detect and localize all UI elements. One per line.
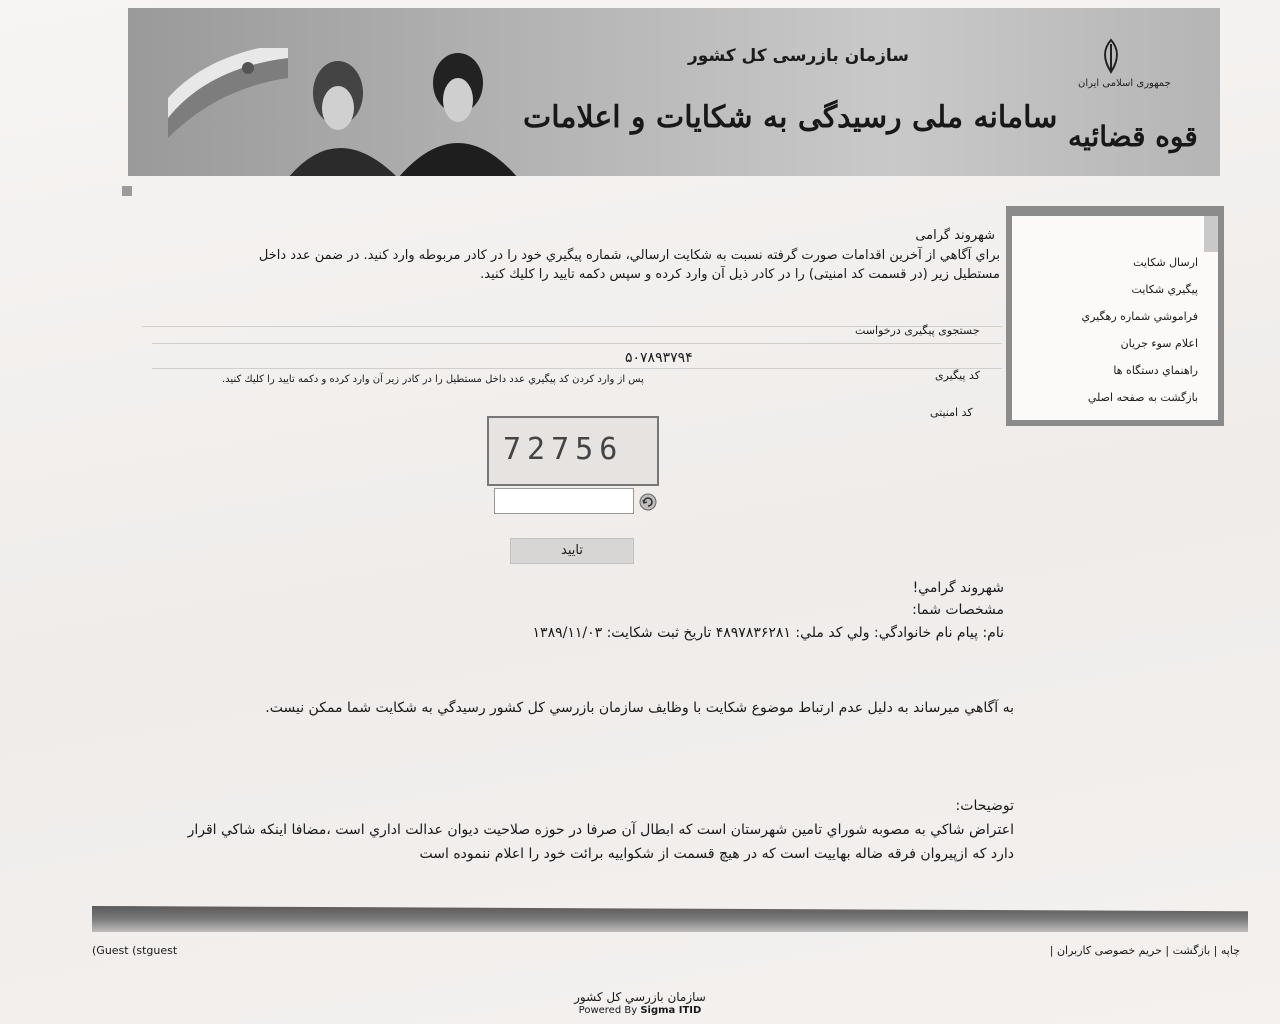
- footer-bar: [92, 906, 1248, 932]
- org-title: سازمان بازرسی کل کشور: [688, 46, 910, 66]
- intro-line-2: مستطيل زير (در قسمت كد امنيتی) را در كادر ذيل آن وارد كرده و سپس دكمه تاييد را كليك كنيد.: [480, 267, 1000, 282]
- judiciary-title: قوه قضائیه: [1068, 120, 1198, 153]
- result-details-line: نام: پيام نام خانوادگي: ولي كد ملي: ۴۸۹۷۸۳۶۲۸۱ تاريخ ثبت شكايت: ۱۳۸۹/۱۱/۰۳: [532, 625, 1004, 641]
- result-message: به آگاهي ميرساند به دليل عدم ارتباط موضوع شكايت با وظايف سازمان بازرسي كل كشور رسيدگي به شكايت شما ممكن نيست.: [265, 700, 1014, 716]
- emblem-icon: [1096, 38, 1126, 74]
- intro-text: [160, 246, 1000, 284]
- sidebar-item-submit-complaint[interactable]: ارسال شكايت: [1133, 256, 1198, 269]
- republic-text: جمهوری اسلامی ایران: [1078, 78, 1171, 89]
- corner-mark: [122, 186, 132, 196]
- result-details-title: مشخصات شما:: [912, 602, 1004, 618]
- powered-prefix: Powered By: [578, 1005, 641, 1016]
- notes-title: توضيحات:: [955, 798, 1014, 814]
- footer-user: (Guest (stguest: [92, 944, 178, 957]
- powered-brand[interactable]: Sigma ITID: [640, 1005, 702, 1016]
- captcha-image: [487, 416, 659, 486]
- intro-line-1: براي آگاهي از آخرين اقدامات صورت گرفته نسبت به شكايت ارسالي، شماره پيگيري خود را در كادر مربوطه وارد كنيد. در ضمن عدد داخل: [258, 248, 1000, 263]
- tracking-hint: پس از وارد كردن كد پيگيري عدد داخل مستطيل را در كادر زير آن وارد كرده و دكمه تاييد را كليك كنيد.: [222, 374, 644, 385]
- footer-powered: [0, 1005, 1280, 1016]
- greeting-heading: شهروند گرامی: [915, 228, 995, 243]
- leaders-portrait-image: [268, 38, 518, 176]
- tracking-code-value: ۵۰۷۸۹۳۷۹۴: [625, 350, 693, 366]
- sidebar-item-forgot-tracking[interactable]: فراموشي شماره رهگيري: [1081, 310, 1198, 323]
- header-banner: [128, 8, 1220, 176]
- notes-line-1: اعتراض شاكي به مصوبه شوراي تامين شهرستان است كه ابطال آن صرفا در حوزه صلاحيت ديوان عدالت اداري است ،مضافا اينكه شاكي اقرار: [187, 822, 1014, 838]
- sidebar-menu: [1006, 206, 1224, 426]
- footer-org: سازمان بازرسي كل كشور: [574, 990, 706, 1004]
- sidebar-item-report-misconduct[interactable]: اعلام سوء جريان: [1120, 337, 1198, 350]
- search-section-label: جستجوی پیگیری درخواست: [855, 324, 980, 337]
- tracking-code-field[interactable]: [152, 343, 1002, 369]
- sidebar-scroll-handle[interactable]: [1204, 216, 1218, 252]
- tracking-code-label: کد پیگیری: [935, 369, 980, 382]
- sidebar-item-home[interactable]: بازگشت به صفحه اصلي: [1087, 391, 1198, 404]
- notes-line-2: دارد كه ازپيروان فرقه ضاله بهاييت است كه در هيچ قسمت از شكواييه برائت خود را اعلام ننموده است: [419, 846, 1014, 862]
- result-greeting: شهروند گرامي!: [912, 580, 1004, 596]
- sidebar-item-agency-guide[interactable]: راهنماي دستگاه ها: [1113, 364, 1198, 377]
- refresh-captcha-icon[interactable]: [638, 492, 658, 512]
- captcha-input[interactable]: [494, 488, 634, 514]
- security-code-label: کد امنیتی: [930, 406, 973, 419]
- confirm-button[interactable]: تایید: [510, 538, 634, 564]
- footer-links[interactable]: چاپه | بازگشت | حریم خصوصی کاربران |: [1049, 944, 1240, 957]
- sidebar-item-track-complaint[interactable]: پيگيري شكايت: [1131, 283, 1198, 296]
- system-title: سامانه ملی رسیدگی به شکایات و اعلامات: [523, 100, 1058, 135]
- captcha-text: 72756: [503, 432, 624, 467]
